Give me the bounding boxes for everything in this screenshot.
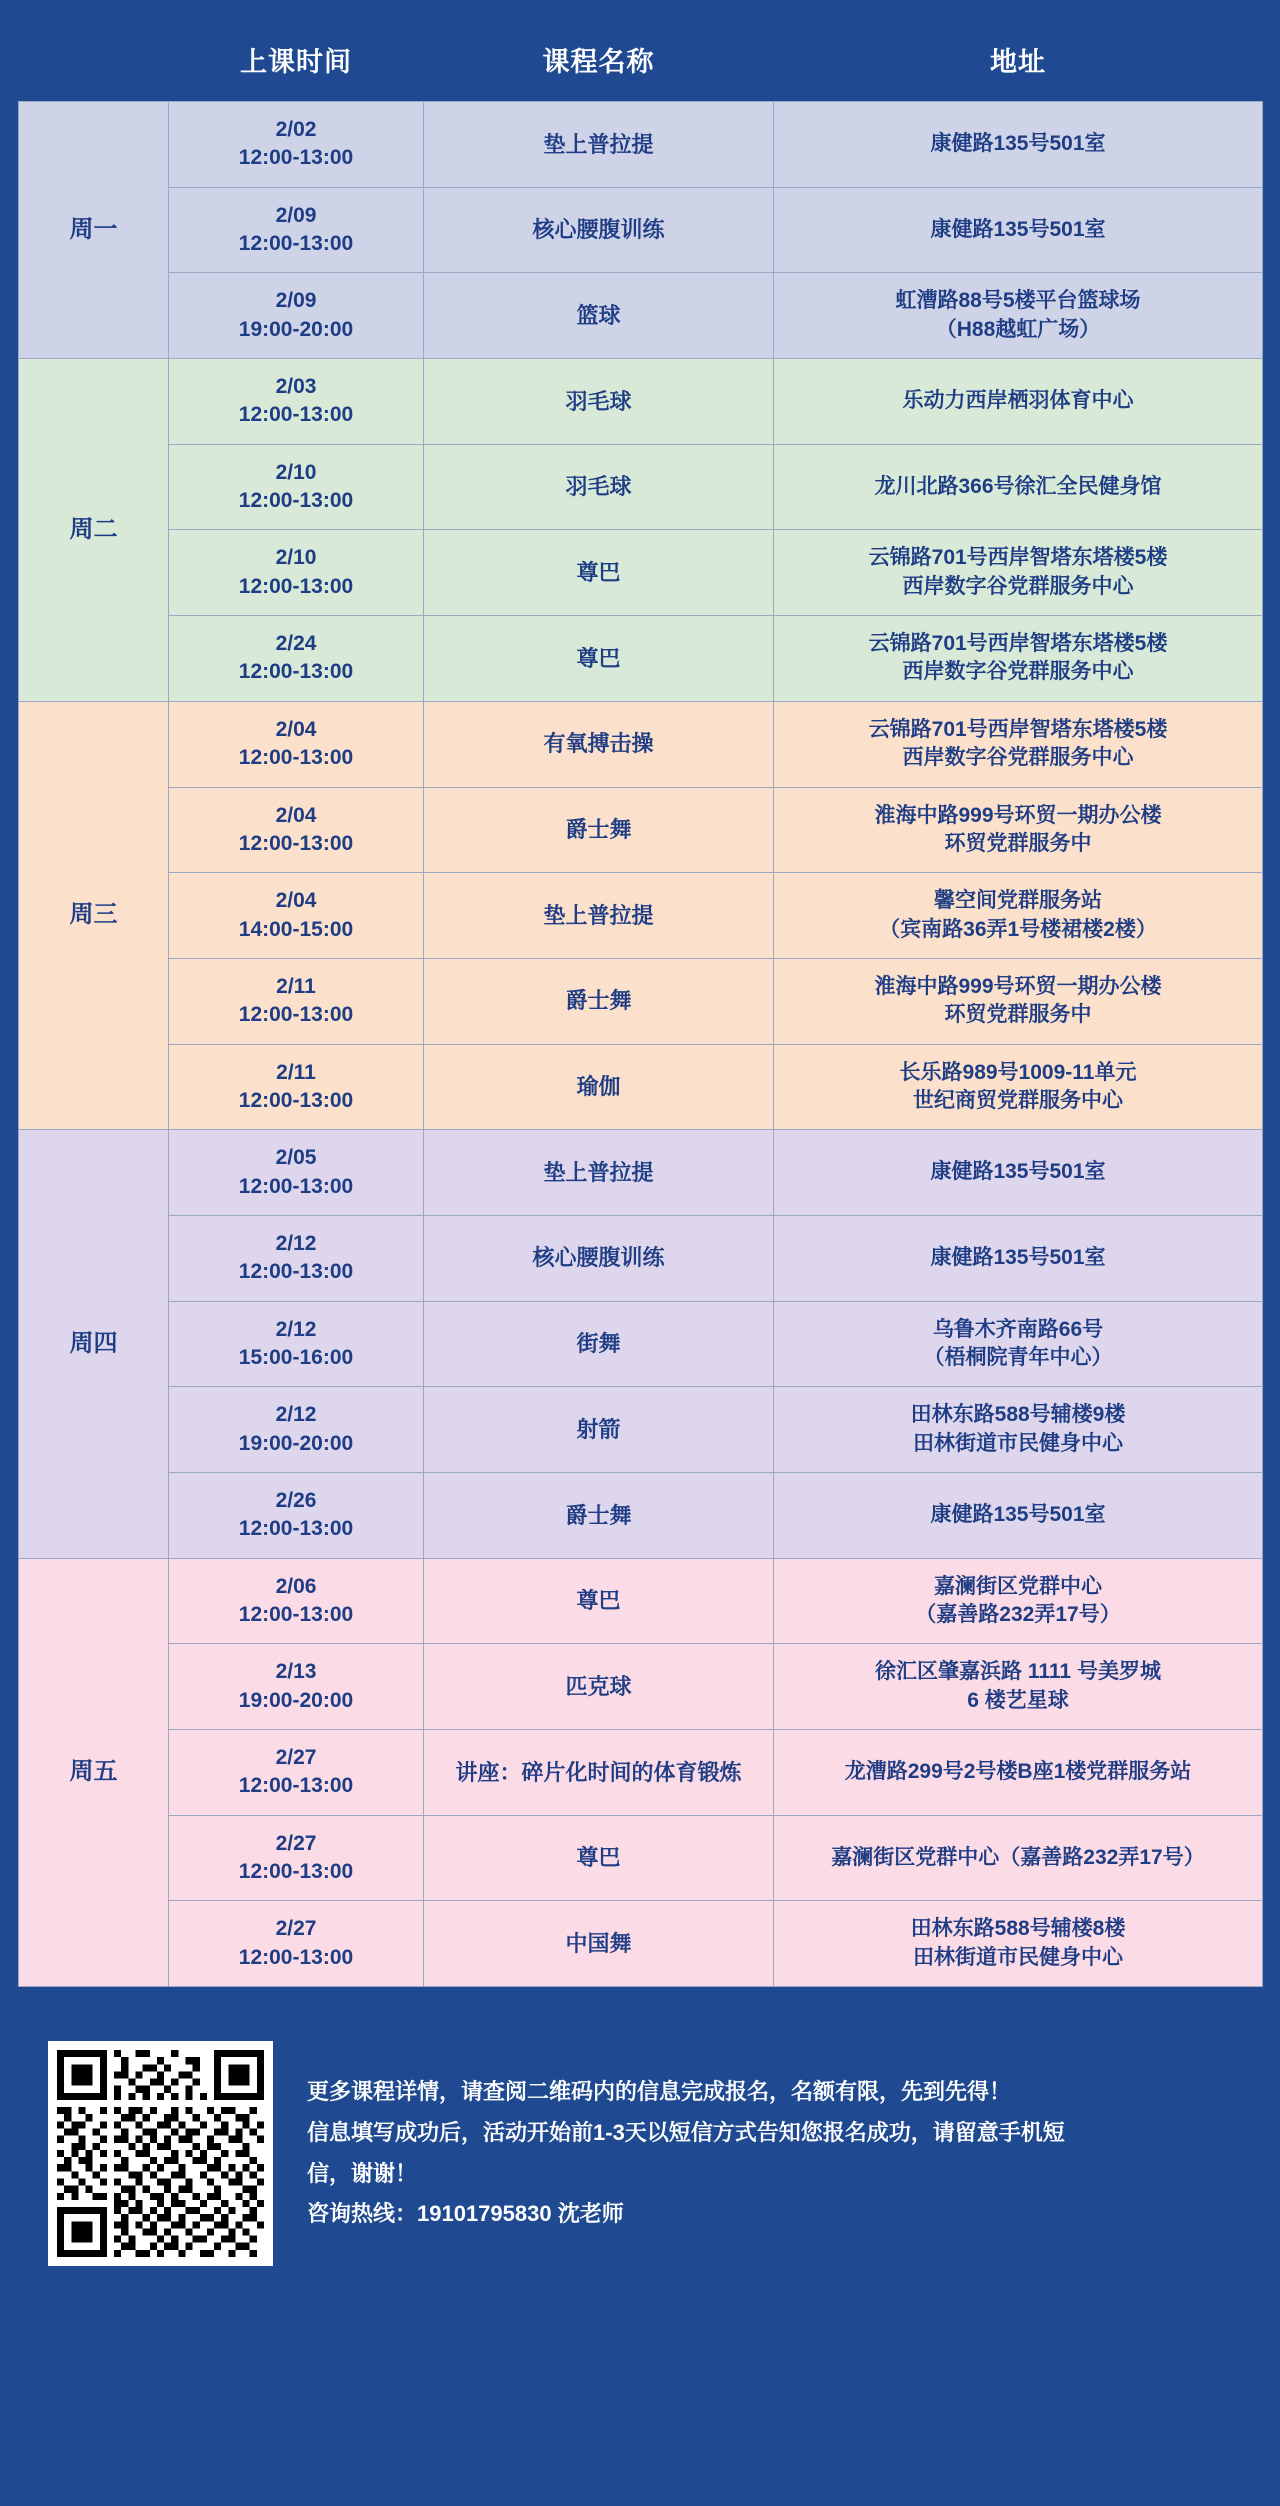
course-address bbox=[774, 359, 1263, 445]
course-name: 讲座：碎片化时间的体育锻炼 bbox=[424, 1730, 774, 1816]
class-hours: 14:00-15:00 bbox=[238, 917, 354, 941]
course-address bbox=[774, 1215, 1263, 1301]
table-row bbox=[19, 958, 1263, 1044]
table-row bbox=[19, 444, 1263, 530]
class-time bbox=[169, 1473, 424, 1559]
class-time bbox=[169, 701, 424, 787]
course-name: 羽毛球 bbox=[424, 359, 774, 445]
course-name: 射箭 bbox=[424, 1387, 774, 1473]
address-line: 淮海中路999号环贸一期办公楼 bbox=[874, 974, 1162, 998]
class-hours: 12:00-13:00 bbox=[238, 574, 354, 598]
footer-line-3: 信，谢谢！ bbox=[307, 2160, 418, 2186]
course-address bbox=[774, 102, 1263, 188]
course-name: 有氧搏击操 bbox=[424, 701, 774, 787]
class-hours: 12:00-13:00 bbox=[238, 1003, 354, 1027]
course-address bbox=[774, 1387, 1263, 1473]
course-name: 尊巴 bbox=[424, 616, 774, 702]
footer-line-1: 更多课程详情，请查阅二维码内的信息完成报名，名额有限，先到先得！ bbox=[307, 2079, 1012, 2105]
class-date: 2/12 bbox=[275, 1403, 317, 1427]
course-address bbox=[774, 958, 1263, 1044]
class-date: 2/10 bbox=[275, 460, 317, 484]
class-hours: 12:00-13:00 bbox=[238, 232, 354, 256]
course-address bbox=[774, 616, 1263, 702]
course-address bbox=[774, 1644, 1263, 1730]
table-row bbox=[19, 359, 1263, 445]
class-hours: 12:00-13:00 bbox=[238, 1774, 354, 1798]
address-line: （梧桐院青年中心） bbox=[923, 1345, 1113, 1369]
course-name: 爵士舞 bbox=[424, 958, 774, 1044]
address-line: 环贸党群服务中 bbox=[944, 831, 1092, 855]
course-name: 爵士舞 bbox=[424, 1473, 774, 1559]
course-address bbox=[774, 1558, 1263, 1644]
address-line: 康健路135号501室 bbox=[930, 217, 1106, 241]
course-name: 尊巴 bbox=[424, 1558, 774, 1644]
table-row bbox=[19, 273, 1263, 359]
address-line: 云锦路701号西岸智塔东塔楼5楼 bbox=[868, 632, 1168, 656]
address-line: 西岸数字谷党群服务中心 bbox=[902, 660, 1134, 684]
course-address bbox=[774, 1901, 1263, 1987]
address-line: 田林街道市民健身中心 bbox=[913, 1431, 1123, 1455]
class-hours: 19:00-20:00 bbox=[238, 1431, 354, 1455]
table-row bbox=[19, 787, 1263, 873]
class-time bbox=[169, 444, 424, 530]
course-address bbox=[774, 1815, 1263, 1901]
class-hours: 12:00-13:00 bbox=[238, 1517, 354, 1541]
course-name: 篮球 bbox=[424, 273, 774, 359]
address-line: 云锦路701号西岸智塔东塔楼5楼 bbox=[868, 546, 1168, 570]
course-address bbox=[774, 1130, 1263, 1216]
class-time bbox=[169, 1215, 424, 1301]
day-label: 周二 bbox=[19, 359, 169, 702]
class-hours: 12:00-13:00 bbox=[238, 1860, 354, 1884]
class-time bbox=[169, 1558, 424, 1644]
class-hours: 19:00-20:00 bbox=[238, 317, 354, 341]
table-row bbox=[19, 873, 1263, 959]
class-time bbox=[169, 873, 424, 959]
class-date: 2/04 bbox=[275, 803, 317, 827]
class-date: 2/03 bbox=[275, 375, 317, 399]
class-date: 2/27 bbox=[275, 1917, 317, 1941]
class-time bbox=[169, 273, 424, 359]
address-line: （嘉善路232弄17号） bbox=[915, 1603, 1121, 1627]
course-address bbox=[774, 1301, 1263, 1387]
class-time bbox=[169, 102, 424, 188]
address-line: （H88越虹广场） bbox=[935, 317, 1101, 341]
address-line: 田林东路588号辅楼8楼 bbox=[910, 1917, 1126, 1941]
day-label: 周四 bbox=[19, 1130, 169, 1558]
table-row bbox=[19, 1215, 1263, 1301]
table-row bbox=[19, 1473, 1263, 1559]
class-date: 2/12 bbox=[275, 1231, 317, 1255]
table-header bbox=[19, 18, 1263, 102]
footer-line-2: 信息填写成功后，活动开始前1-3天以短信方式告知您报名成功，请留意手机短 bbox=[307, 2119, 1065, 2145]
class-time bbox=[169, 1644, 424, 1730]
table-row bbox=[19, 1815, 1263, 1901]
course-name: 核心腰腹训练 bbox=[424, 1215, 774, 1301]
class-hours: 15:00-16:00 bbox=[238, 1345, 354, 1369]
address-line: 世纪商贸党群服务中心 bbox=[913, 1088, 1123, 1112]
table-row bbox=[19, 1044, 1263, 1130]
header-day bbox=[19, 18, 169, 102]
address-line: 龙川北路366号徐汇全民健身馆 bbox=[874, 474, 1162, 498]
course-name: 垫上普拉提 bbox=[424, 1130, 774, 1216]
class-time bbox=[169, 359, 424, 445]
class-time bbox=[169, 1387, 424, 1473]
address-line: 乐动力西岸栖羽体育中心 bbox=[902, 389, 1134, 413]
class-hours: 12:00-13:00 bbox=[238, 1174, 354, 1198]
class-hours: 12:00-13:00 bbox=[238, 660, 354, 684]
course-address bbox=[774, 1730, 1263, 1816]
address-line: 嘉澜街区党群中心（嘉善路232弄17号） bbox=[831, 1845, 1205, 1869]
class-date: 2/02 bbox=[275, 118, 317, 141]
class-date: 2/04 bbox=[275, 717, 317, 741]
class-date: 2/04 bbox=[275, 889, 317, 913]
table-row bbox=[19, 1130, 1263, 1216]
class-time bbox=[169, 1301, 424, 1387]
class-date: 2/27 bbox=[275, 1831, 317, 1855]
class-date: 2/26 bbox=[275, 1489, 317, 1512]
course-address bbox=[774, 1044, 1263, 1130]
address-line: 康健路135号501室 bbox=[930, 1246, 1106, 1270]
class-hours: 12:00-13:00 bbox=[238, 489, 354, 513]
address-line: 康健路135号501室 bbox=[930, 132, 1106, 156]
address-line: 嘉澜街区党群中心 bbox=[934, 1574, 1102, 1598]
class-hours: 12:00-13:00 bbox=[238, 1603, 354, 1627]
class-hours: 12:00-13:00 bbox=[238, 1088, 354, 1112]
address-line: 龙漕路299号2号楼B座1楼党群服务站 bbox=[844, 1760, 1192, 1784]
class-time bbox=[169, 958, 424, 1044]
address-line: 馨空间党群服务站 bbox=[934, 889, 1102, 913]
course-address bbox=[774, 873, 1263, 959]
address-line: 长乐路989号1009-11单元 bbox=[899, 1060, 1137, 1084]
course-address bbox=[774, 530, 1263, 616]
table-row bbox=[19, 102, 1263, 188]
footer-banner bbox=[18, 2005, 1262, 2322]
address-line: 西岸数字谷党群服务中心 bbox=[902, 746, 1134, 770]
class-schedule-table bbox=[18, 18, 1263, 1987]
course-name: 尊巴 bbox=[424, 1815, 774, 1901]
table-row bbox=[19, 530, 1263, 616]
class-hours: 12:00-13:00 bbox=[238, 831, 354, 855]
course-address bbox=[774, 187, 1263, 273]
course-name: 羽毛球 bbox=[424, 444, 774, 530]
class-time bbox=[169, 616, 424, 702]
day-label: 周三 bbox=[19, 701, 169, 1129]
class-time bbox=[169, 787, 424, 873]
address-line: 6 楼艺星球 bbox=[967, 1688, 1069, 1712]
class-hours: 12:00-13:00 bbox=[238, 146, 354, 170]
qr-code[interactable] bbox=[48, 2041, 273, 2266]
day-label: 周五 bbox=[19, 1558, 169, 1986]
course-name: 核心腰腹训练 bbox=[424, 187, 774, 273]
class-date: 2/06 bbox=[275, 1574, 317, 1598]
table-body bbox=[19, 102, 1263, 1987]
course-name: 中国舞 bbox=[424, 1901, 774, 1987]
table-row bbox=[19, 616, 1263, 702]
header-course: 课程名称 bbox=[424, 18, 774, 102]
address-line: 田林街道市民健身中心 bbox=[913, 1945, 1123, 1969]
header-row bbox=[19, 18, 1263, 102]
address-line: 康健路135号501室 bbox=[930, 1503, 1106, 1527]
class-time bbox=[169, 1044, 424, 1130]
table-row bbox=[19, 701, 1263, 787]
address-line: 云锦路701号西岸智塔东塔楼5楼 bbox=[868, 717, 1168, 741]
course-name: 爵士舞 bbox=[424, 787, 774, 873]
course-address bbox=[774, 1473, 1263, 1559]
class-time bbox=[169, 187, 424, 273]
course-address bbox=[774, 444, 1263, 530]
table-row bbox=[19, 1644, 1263, 1730]
table-row bbox=[19, 187, 1263, 273]
address-line: 田林东路588号辅楼9楼 bbox=[910, 1403, 1126, 1427]
class-hours: 12:00-13:00 bbox=[238, 746, 354, 770]
class-date: 2/27 bbox=[275, 1746, 317, 1770]
course-name: 尊巴 bbox=[424, 530, 774, 616]
class-hours: 19:00-20:00 bbox=[238, 1688, 354, 1712]
course-address bbox=[774, 273, 1263, 359]
class-date: 2/24 bbox=[275, 632, 317, 656]
address-line: 徐汇区肇嘉浜路 1111 号美罗城 bbox=[875, 1660, 1161, 1684]
class-date: 2/05 bbox=[275, 1146, 317, 1170]
class-date: 2/12 bbox=[275, 1317, 317, 1341]
class-date: 2/10 bbox=[275, 546, 317, 570]
table-row bbox=[19, 1301, 1263, 1387]
address-line: 淮海中路999号环贸一期办公楼 bbox=[874, 803, 1162, 827]
address-line: （宾南路36弄1号楼裙楼2楼） bbox=[879, 917, 1157, 941]
course-name: 瑜伽 bbox=[424, 1044, 774, 1130]
class-date: 2/13 bbox=[275, 1660, 317, 1684]
day-label: 周一 bbox=[19, 102, 169, 359]
class-hours: 12:00-13:00 bbox=[238, 1945, 354, 1969]
table-row bbox=[19, 1901, 1263, 1987]
class-hours: 12:00-13:00 bbox=[238, 403, 354, 427]
table-row bbox=[19, 1387, 1263, 1473]
header-address: 地址 bbox=[774, 18, 1263, 102]
class-date: 2/09 bbox=[275, 289, 317, 313]
course-name: 街舞 bbox=[424, 1301, 774, 1387]
footer-hotline: 咨询热线：19101795830 沈老师 bbox=[307, 2201, 624, 2227]
class-time bbox=[169, 1130, 424, 1216]
address-line: 乌鲁木齐南路66号 bbox=[932, 1317, 1104, 1341]
class-date: 2/11 bbox=[276, 1060, 316, 1084]
class-time bbox=[169, 1815, 424, 1901]
class-time bbox=[169, 530, 424, 616]
address-line: 环贸党群服务中 bbox=[944, 1003, 1092, 1027]
header-time: 上课时间 bbox=[169, 18, 424, 102]
course-address bbox=[774, 701, 1263, 787]
course-address bbox=[774, 787, 1263, 873]
table-row bbox=[19, 1558, 1263, 1644]
class-date: 2/11 bbox=[276, 974, 316, 998]
course-name: 垫上普拉提 bbox=[424, 102, 774, 188]
class-date: 2/09 bbox=[275, 203, 317, 227]
class-time bbox=[169, 1730, 424, 1816]
address-line: 西岸数字谷党群服务中心 bbox=[902, 574, 1134, 598]
course-name: 垫上普拉提 bbox=[424, 873, 774, 959]
address-line: 康健路135号501室 bbox=[930, 1160, 1106, 1184]
address-line: 虹漕路88号5楼平台篮球场 bbox=[895, 289, 1141, 313]
class-time bbox=[169, 1901, 424, 1987]
class-hours: 12:00-13:00 bbox=[238, 1260, 354, 1284]
course-name: 匹克球 bbox=[424, 1644, 774, 1730]
footer-text-block bbox=[307, 2072, 1065, 2235]
table-row bbox=[19, 1730, 1263, 1816]
